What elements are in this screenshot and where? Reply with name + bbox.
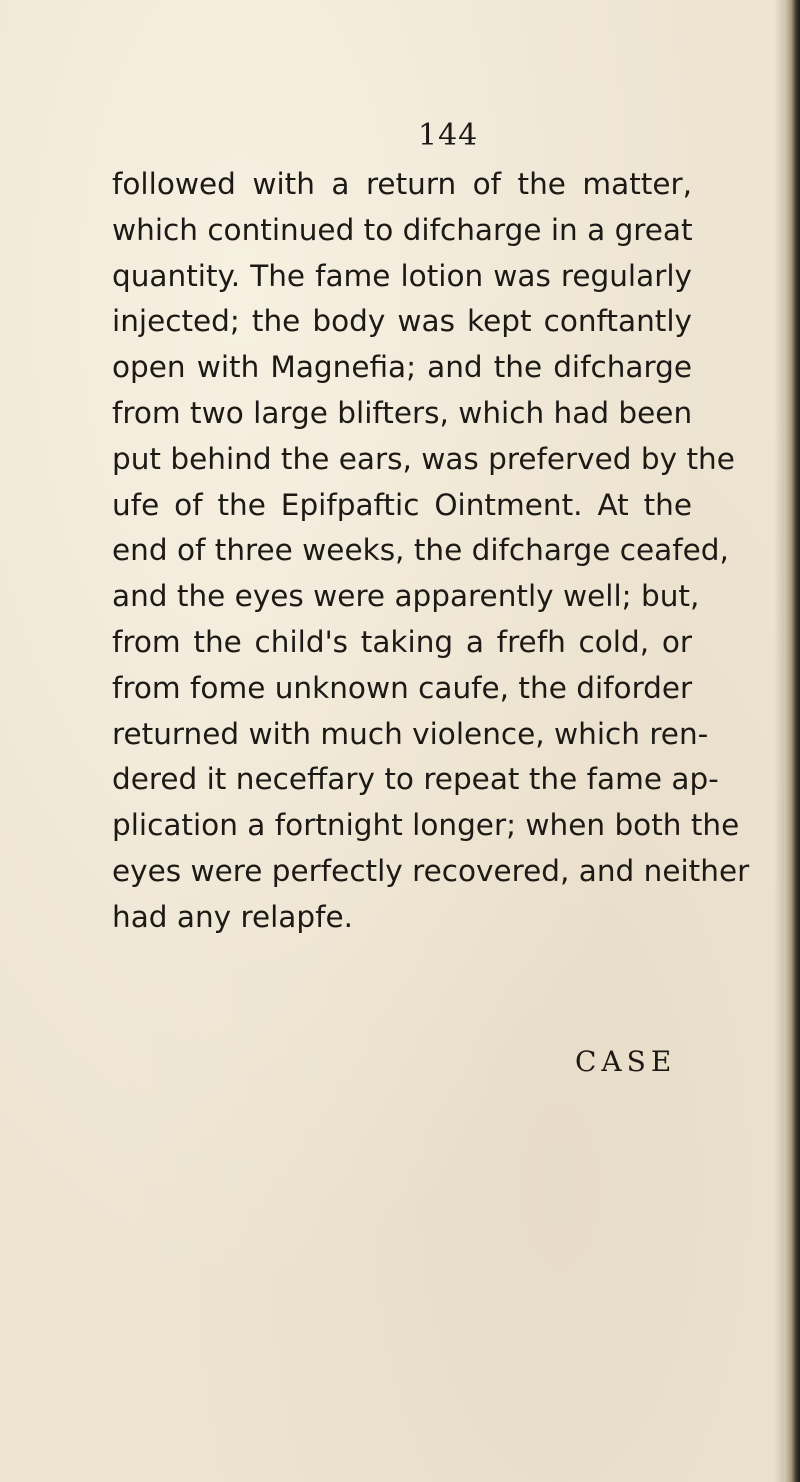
text-line: ufe of the Epifpaftic Ointment. At the xyxy=(112,487,692,522)
page-gutter-shadow xyxy=(774,0,784,1482)
text-line: open with Magnefia; and the difcharge xyxy=(112,350,692,385)
text-line: from fome unknown caufe, the diforder xyxy=(112,670,693,705)
text-line: eyes were perfectly recovered, and neither xyxy=(112,853,750,888)
page-edge xyxy=(784,0,800,1482)
text-line: had any relapfe. xyxy=(112,899,354,934)
text-line: returned with much violence, which ren- xyxy=(112,716,709,751)
body-text xyxy=(112,162,750,941)
text-line: and the eyes were apparently well; but, xyxy=(112,579,700,614)
text-line: put behind the ears, was preferved by the xyxy=(112,441,735,476)
text-line: injected; the body was kept conftantly xyxy=(112,304,692,339)
text-line: from the child's taking a frefh cold, or xyxy=(112,624,692,659)
text-line: end of three weeks, the difcharge ceafed, xyxy=(112,533,729,568)
text-line: quantity. The fame lotion was regularly xyxy=(112,258,692,293)
page-number: 144 xyxy=(418,118,479,153)
text-line: plication a fortnight longer; when both the xyxy=(112,808,740,843)
text-line: followed with a return of the matter, xyxy=(112,167,692,201)
text-line: from two large blifters, which had been xyxy=(112,395,693,430)
text-line: dered it neceffary to repeat the fame ap- xyxy=(112,762,719,797)
catchword: CASE xyxy=(575,1045,677,1078)
text-line: which continued to difcharge in a great xyxy=(112,212,693,247)
